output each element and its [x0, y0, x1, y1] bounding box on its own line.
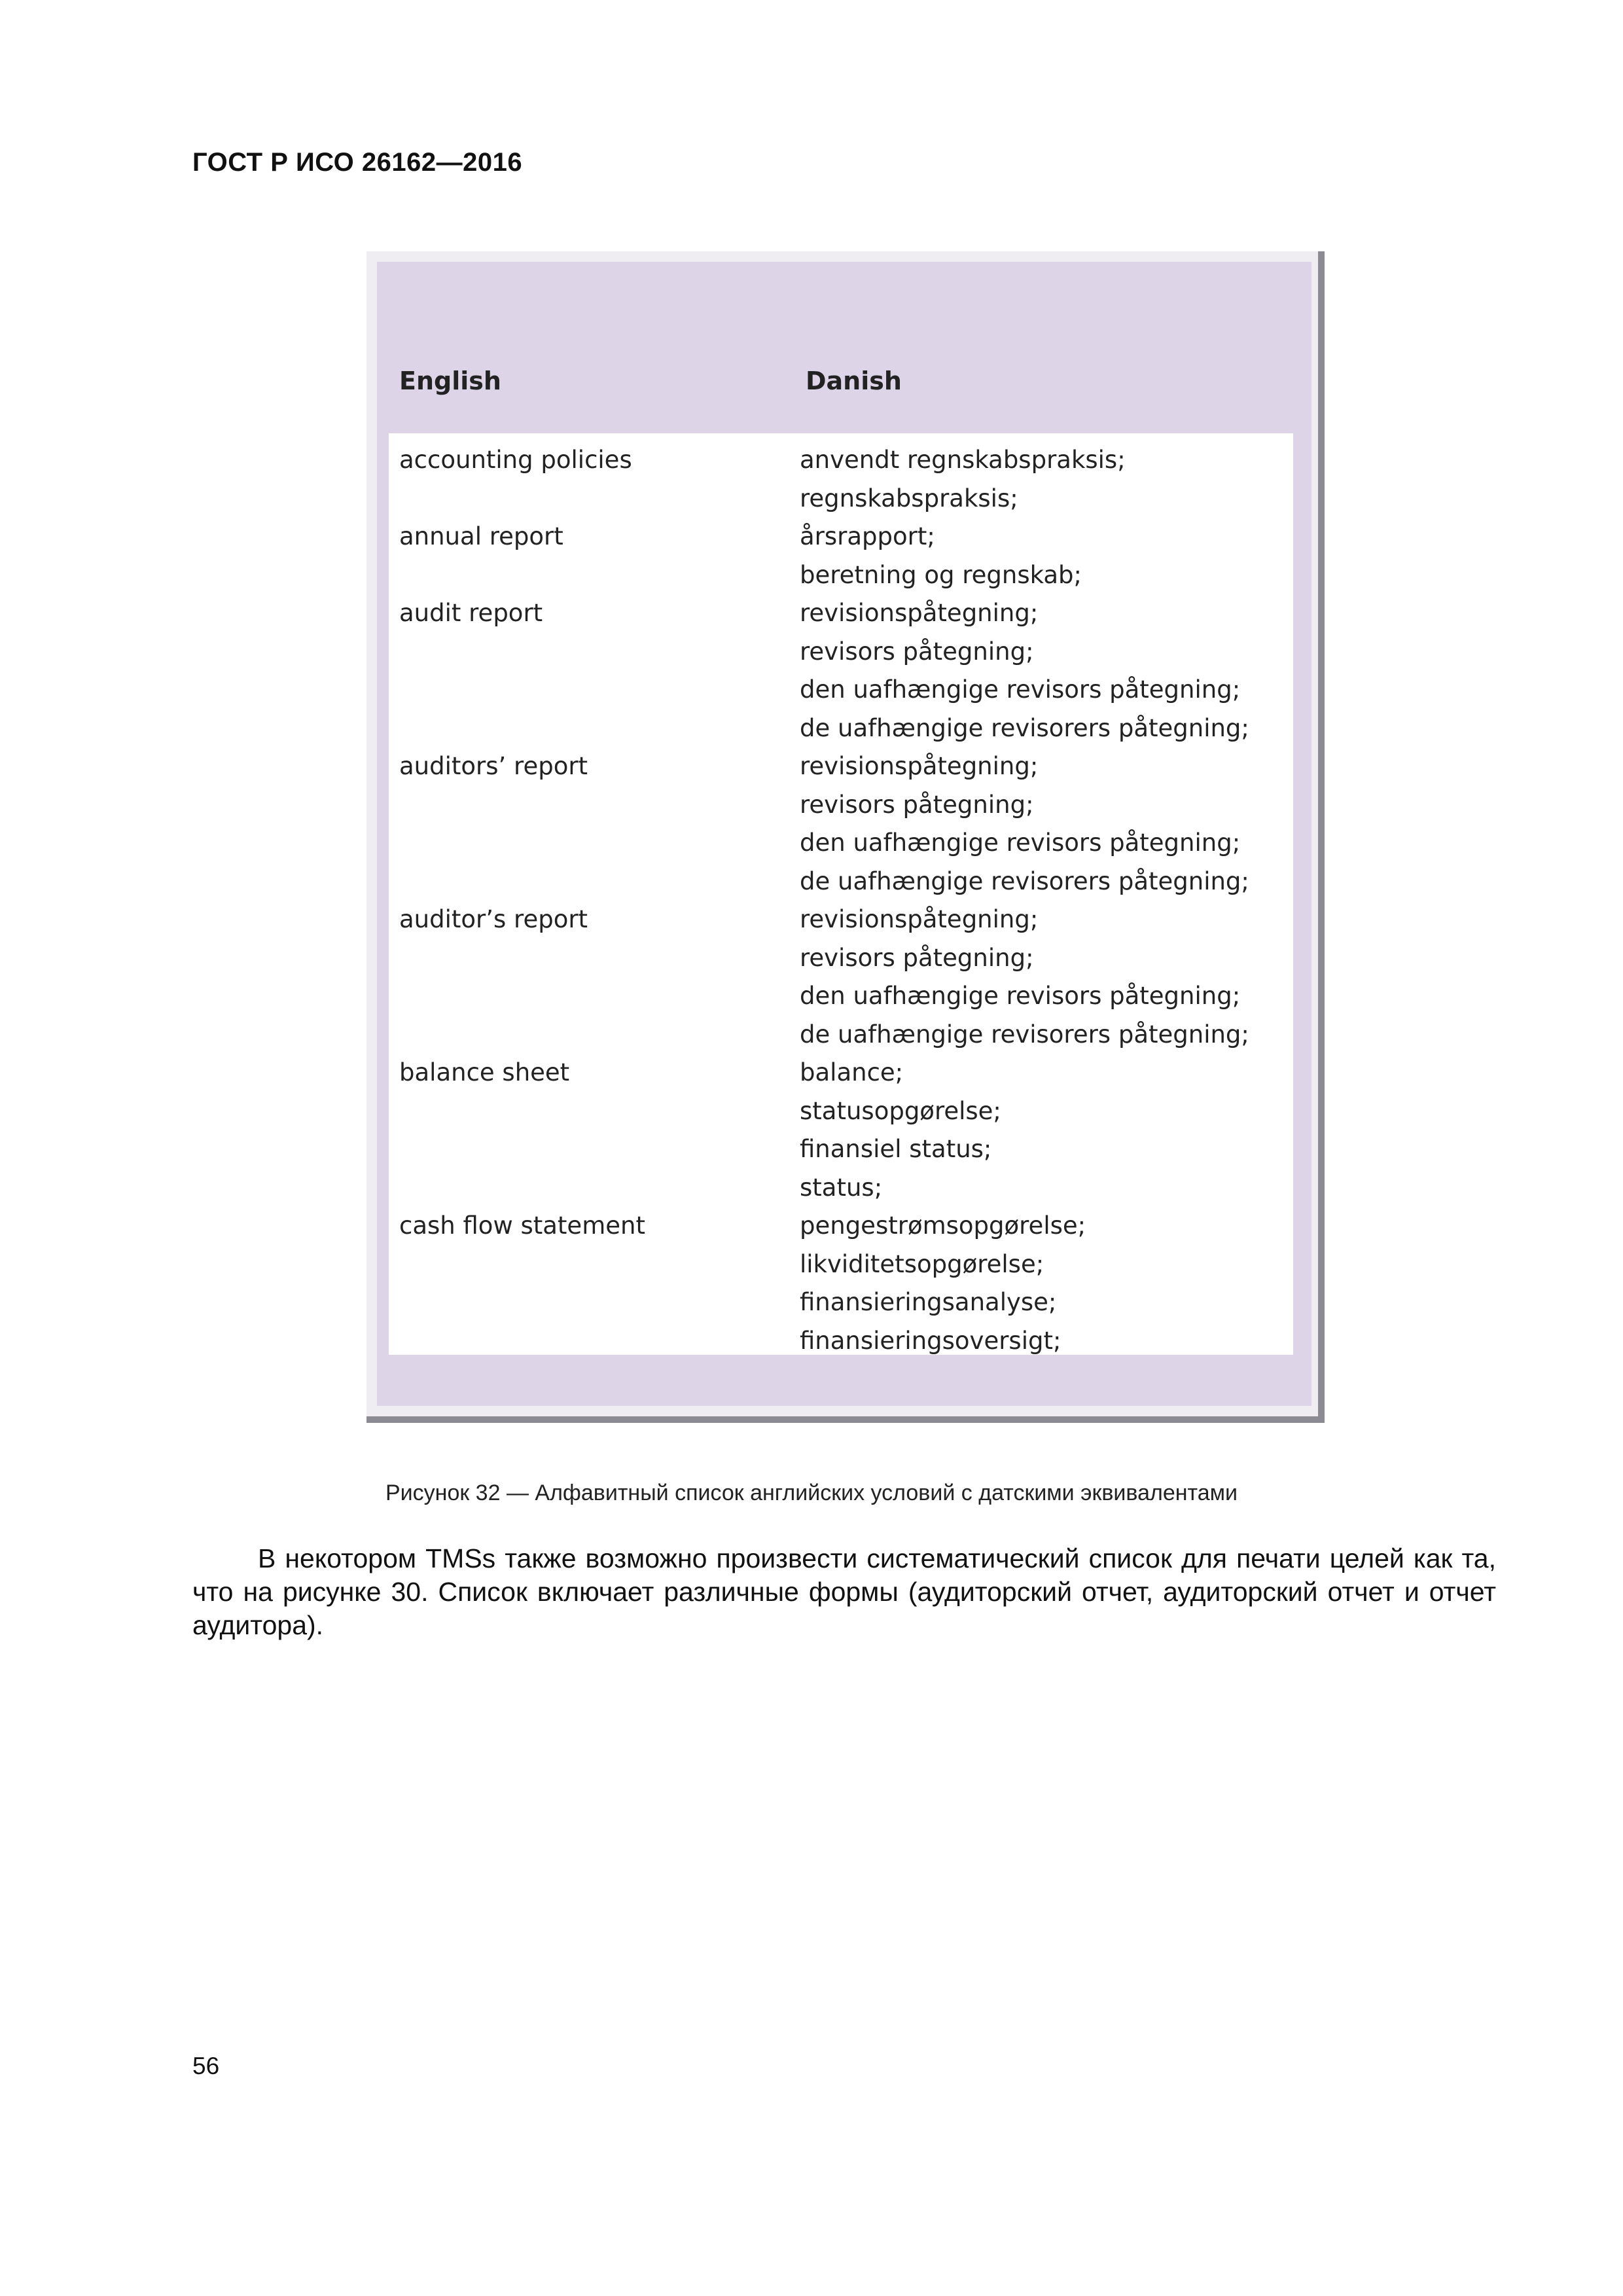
danish-equivalent: revisionspåtegning;	[800, 599, 1039, 627]
body-paragraph: В некотором TMSs также возможно произвести систематический список для печати целей как та, что на рисунке 30. Список включает различные формы (аудиторский отчет, аудиторский отчет и отчет аудитора).	[192, 1543, 1496, 1640]
english-term: audit report	[399, 599, 543, 627]
term-row	[389, 901, 1293, 1054]
term-row	[389, 594, 1293, 747]
english-term: cash flow statement	[399, 1211, 645, 1240]
danish-equivalent: årsrapport;	[800, 522, 935, 550]
term-row	[389, 441, 1293, 518]
figure-panel	[377, 262, 1311, 1406]
english-term: auditors’ report	[399, 752, 588, 780]
english-term: auditor’s report	[399, 905, 588, 933]
danish-equivalent: revisionspåtegning;	[800, 752, 1039, 780]
english-term: annual report	[399, 522, 563, 550]
danish-equivalent: den uafhængige revisors påtegning;	[800, 829, 1241, 857]
danish-equivalent: den uafhængige revisors påtegning;	[800, 982, 1241, 1010]
danish-equivalent: anvendt regnskabspraksis;	[800, 446, 1126, 474]
figure-caption: Рисунок 32 — Алфавитный список английских условий с датскими эквивалентами	[385, 1480, 1238, 1505]
danish-equivalent: revisionspåtegning;	[800, 905, 1039, 933]
figure-frame	[366, 251, 1325, 1423]
danish-equivalent: pengestrømsopgørelse;	[800, 1211, 1086, 1240]
danish-equivalent: statusopgørelse;	[800, 1096, 1001, 1125]
column-header-english: English	[399, 367, 501, 395]
page-number: 56	[192, 2053, 220, 2079]
danish-equivalent: de uafhængige revisorers påtegning;	[800, 1020, 1249, 1049]
term-row	[389, 1207, 1293, 1360]
danish-equivalent: balance;	[800, 1058, 904, 1086]
danish-equivalent: finansiel status;	[800, 1135, 992, 1163]
danish-equivalent: regnskabspraksis;	[800, 484, 1018, 512]
term-row	[389, 747, 1293, 901]
english-term: balance sheet	[399, 1058, 570, 1086]
danish-equivalent: de uafhængige revisorers påtegning;	[800, 867, 1249, 895]
term-row	[389, 1054, 1293, 1207]
danish-equivalent: de uafhængige revisorers påtegning;	[800, 713, 1249, 742]
term-table	[389, 433, 1293, 1355]
english-term: accounting policies	[399, 446, 632, 474]
danish-equivalent: finansieringsanalyse;	[800, 1288, 1057, 1316]
danish-equivalent: likviditetsopgørelse;	[800, 1249, 1044, 1278]
danish-equivalent: beretning og regnskab;	[800, 560, 1082, 589]
danish-equivalent: revisors påtegning;	[800, 943, 1034, 972]
danish-equivalent: revisors påtegning;	[800, 637, 1034, 666]
column-header-danish: Danish	[806, 367, 902, 395]
danish-equivalent: status;	[800, 1173, 883, 1202]
danish-equivalent: finansieringsoversigt;	[800, 1326, 1061, 1355]
document-header: ГОСТ Р ИСО 26162—2016	[192, 148, 523, 177]
danish-equivalent: revisors påtegning;	[800, 790, 1034, 819]
danish-equivalent: den uafhængige revisors påtegning;	[800, 675, 1241, 704]
term-row	[389, 518, 1293, 594]
body-text	[192, 1542, 1496, 1642]
